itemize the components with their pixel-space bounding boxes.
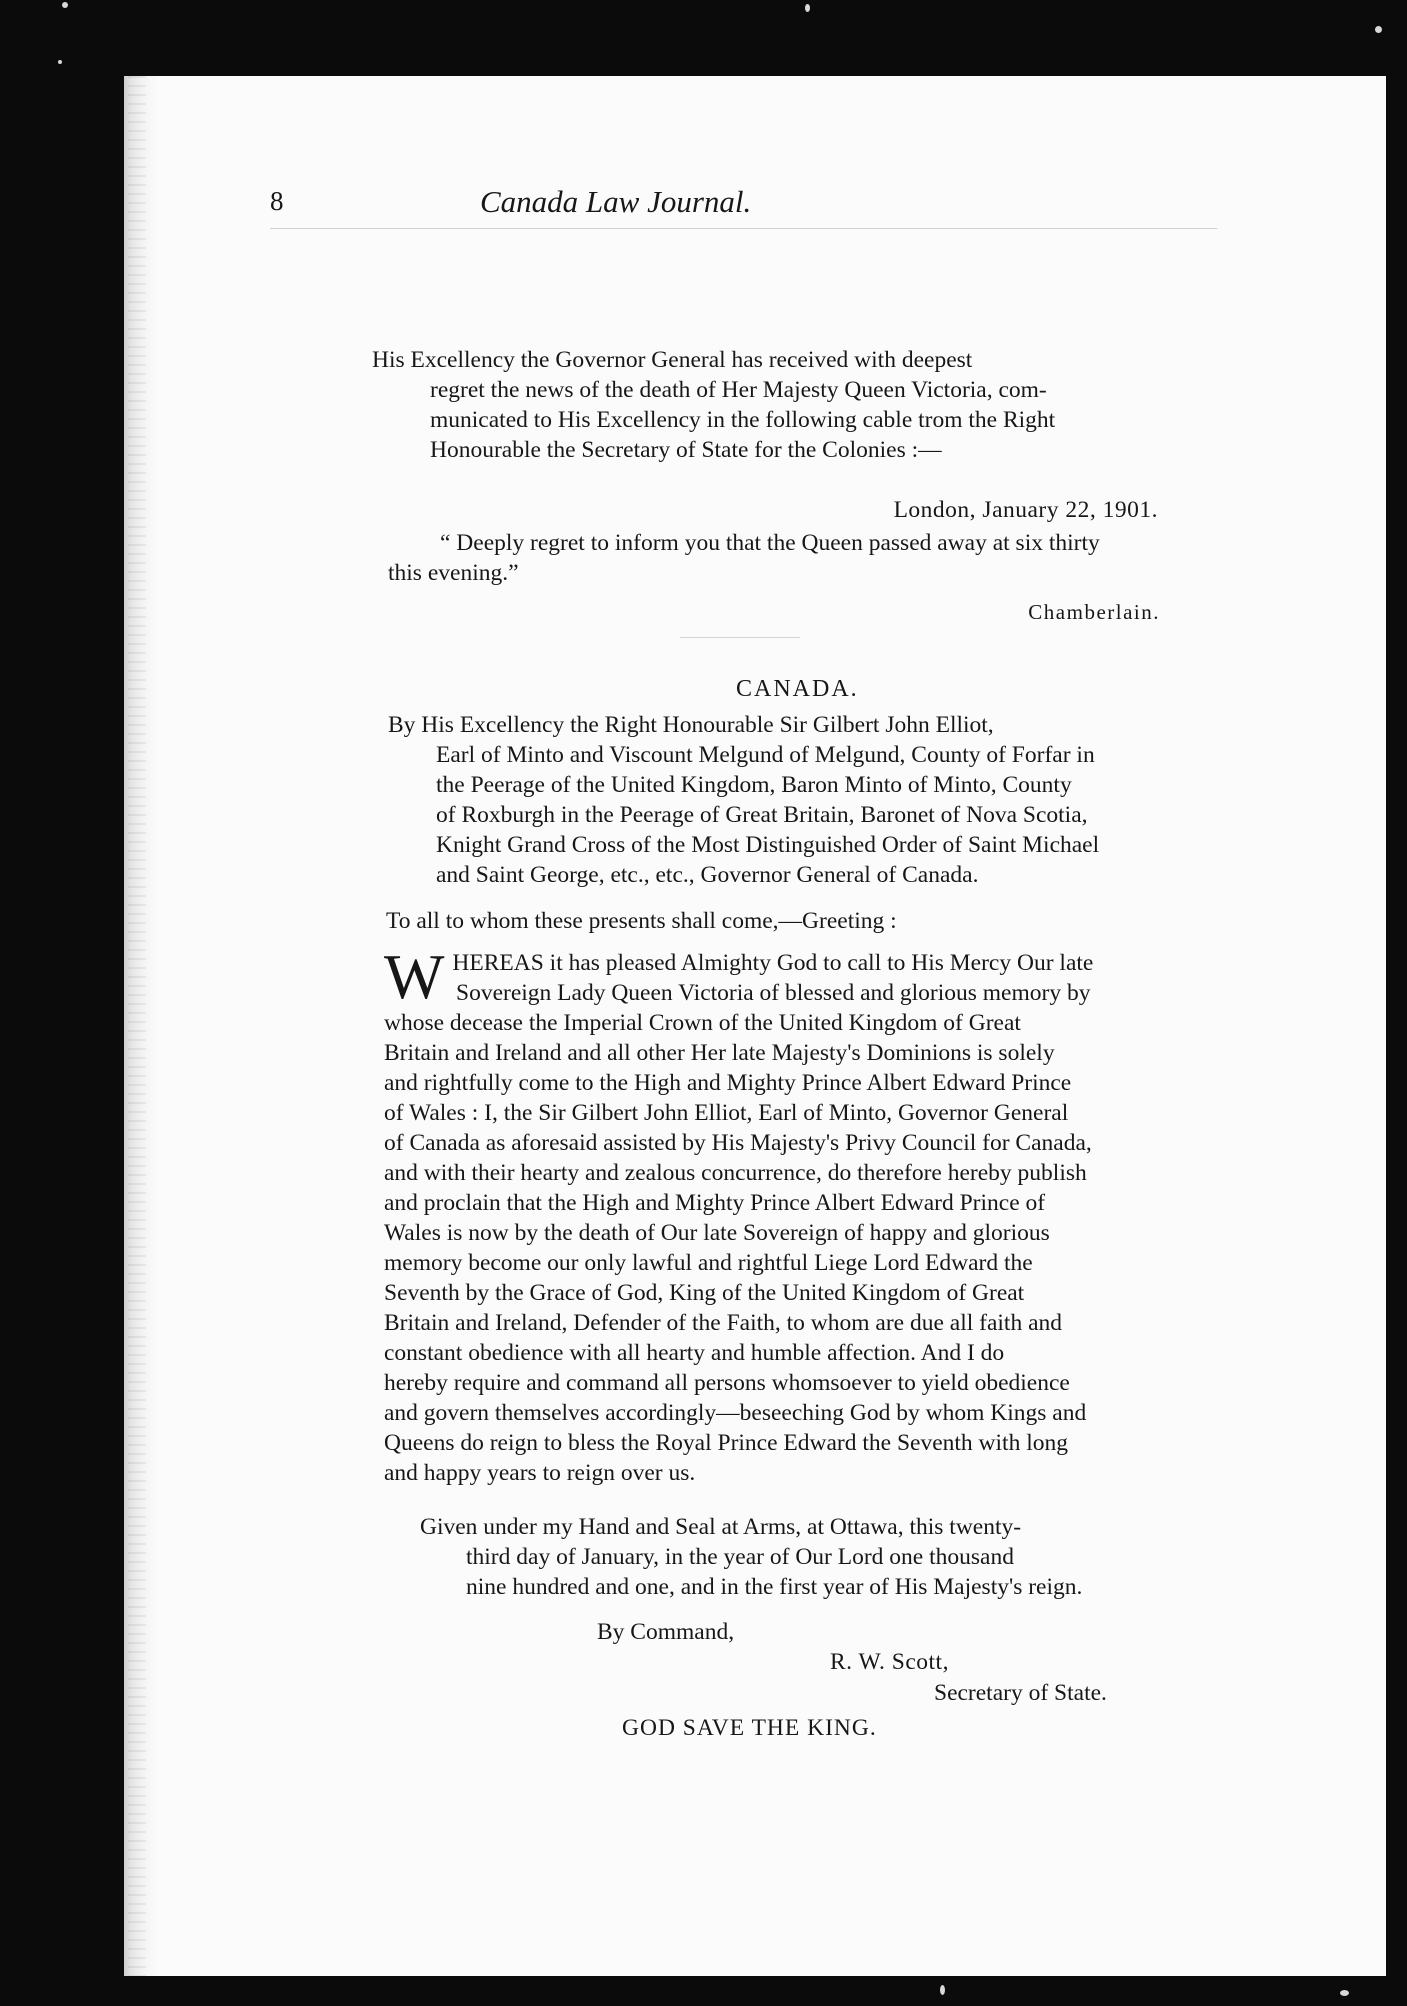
body-line: constant obedience with all hearty and humble affection. And I do [384, 1340, 1005, 1366]
by-command: By Command, [597, 1619, 735, 1645]
body-line: Britain and Ireland, Defender of the Faith, to whom are due all faith and [384, 1310, 1063, 1336]
announcement-line: municated to His Excellency in the following cable trom the Right [430, 407, 1056, 433]
proclamation-preamble [388, 710, 1218, 890]
header-rule [270, 228, 1217, 229]
scan-speck [62, 2, 68, 8]
scan-speck [805, 4, 810, 12]
page-header [270, 186, 1217, 234]
binding-stitching [128, 76, 146, 1976]
body-line: and happy years to reign over us. [384, 1460, 696, 1486]
drop-capital: W [384, 941, 445, 1012]
closing-line: GOD SAVE THE KING. [622, 1715, 877, 1741]
scan-speck [58, 60, 62, 64]
announcement-line: His Excellency the Governor General has received with deepest [372, 347, 973, 373]
body-line: of Wales : I, the Sir Gilbert John Elliot, Earl of Minto, Governor General [384, 1100, 1069, 1126]
given-line: third day of January, in the year of Our Lord one thousand [466, 1544, 1014, 1570]
preamble-line: and Saint George, etc., etc., Governor General of Canada. [436, 862, 979, 888]
page-number: 8 [270, 186, 284, 216]
body-line: Seventh by the Grace of God, King of the United Kingdom of Great [384, 1280, 1025, 1306]
body-line: Queens do reign to bless the Royal Prince Edward the Seventh with long [384, 1430, 1068, 1456]
scan-speck [1340, 1990, 1349, 1996]
body-line: Sovereign Lady Queen Victoria of blessed and glorious memory by [456, 980, 1091, 1006]
greeting-line: To all to whom these presents shall come,—Greeting : [386, 908, 897, 934]
preamble-line: the Peerage of the United Kingdom, Baron Minto of Minto, County [436, 772, 1072, 798]
preamble-line: Earl of Minto and Viscount Melgund of Melgund, County of Forfar in [436, 742, 1095, 768]
preamble-line: Knight Grand Cross of the Most Distinguished Order of Saint Michael [436, 832, 1100, 858]
body-line: and proclain that the High and Mighty Prince Albert Edward Prince of [384, 1190, 1046, 1216]
announcement-paragraph [372, 345, 1218, 465]
signatory-title: Secretary of State. [934, 1680, 1107, 1706]
body-line: memory become our only lawful and rightful Liege Lord Edward the [384, 1250, 1033, 1276]
scan-speck [1375, 26, 1382, 33]
journal-title: Canada Law Journal. [480, 184, 752, 219]
signatory-name: R. W. Scott, [830, 1649, 949, 1675]
body-line: of Canada as aforesaid assisted by His Majesty's Privy Council for Canada, [384, 1130, 1092, 1156]
section-separator [680, 637, 800, 638]
body-line: HEREAS it has pleased Almighty God to call to His Mercy Our late [452, 950, 1094, 976]
body-line: hereby require and command all persons whomsoever to yield obedience [384, 1370, 1070, 1396]
body-line: Britain and Ireland and all other Her late Majesty's Dominions is solely [384, 1040, 1055, 1066]
cable-line: this evening.” [388, 560, 519, 586]
signature-chamberlain: Chamberlain. [1028, 600, 1160, 624]
body-line: and rightfully come to the High and Mighty Prince Albert Edward Prince [384, 1070, 1072, 1096]
cable-message [388, 528, 1218, 588]
given-line: Given under my Hand and Seal at Arms, at Ottawa, this twenty- [420, 1514, 1022, 1540]
given-line: nine hundred and one, and in the first year of His Majesty's reign. [466, 1574, 1083, 1600]
body-line: Wales is now by the death of Our late Sovereign of happy and glorious [384, 1220, 1050, 1246]
proclamation-heading: CANADA. [736, 676, 859, 702]
proclamation-body [384, 941, 1214, 1488]
dateline: London, January 22, 1901. [893, 497, 1158, 523]
body-line: and with their hearty and zealous concurrence, do therefore hereby publish [384, 1160, 1087, 1186]
body-line: whose decease the Imperial Crown of the United Kingdom of Great [384, 1010, 1021, 1036]
scan-speck [940, 1985, 945, 1995]
cable-line: “ Deeply regret to inform you that the Queen passed away at six thirty [440, 530, 1100, 556]
given-under-hand [420, 1512, 1210, 1602]
announcement-line: regret the news of the death of Her Majesty Queen Victoria, com- [430, 377, 1047, 403]
preamble-line: of Roxburgh in the Peerage of Great Britain, Baronet of Nova Scotia, [436, 802, 1088, 828]
announcement-line: Honourable the Secretary of State for the Colonies :— [430, 437, 942, 463]
preamble-line: By His Excellency the Right Honourable Sir Gilbert John Elliot, [388, 712, 994, 738]
body-line: and govern themselves accordingly—beseeching God by whom Kings and [384, 1400, 1087, 1426]
